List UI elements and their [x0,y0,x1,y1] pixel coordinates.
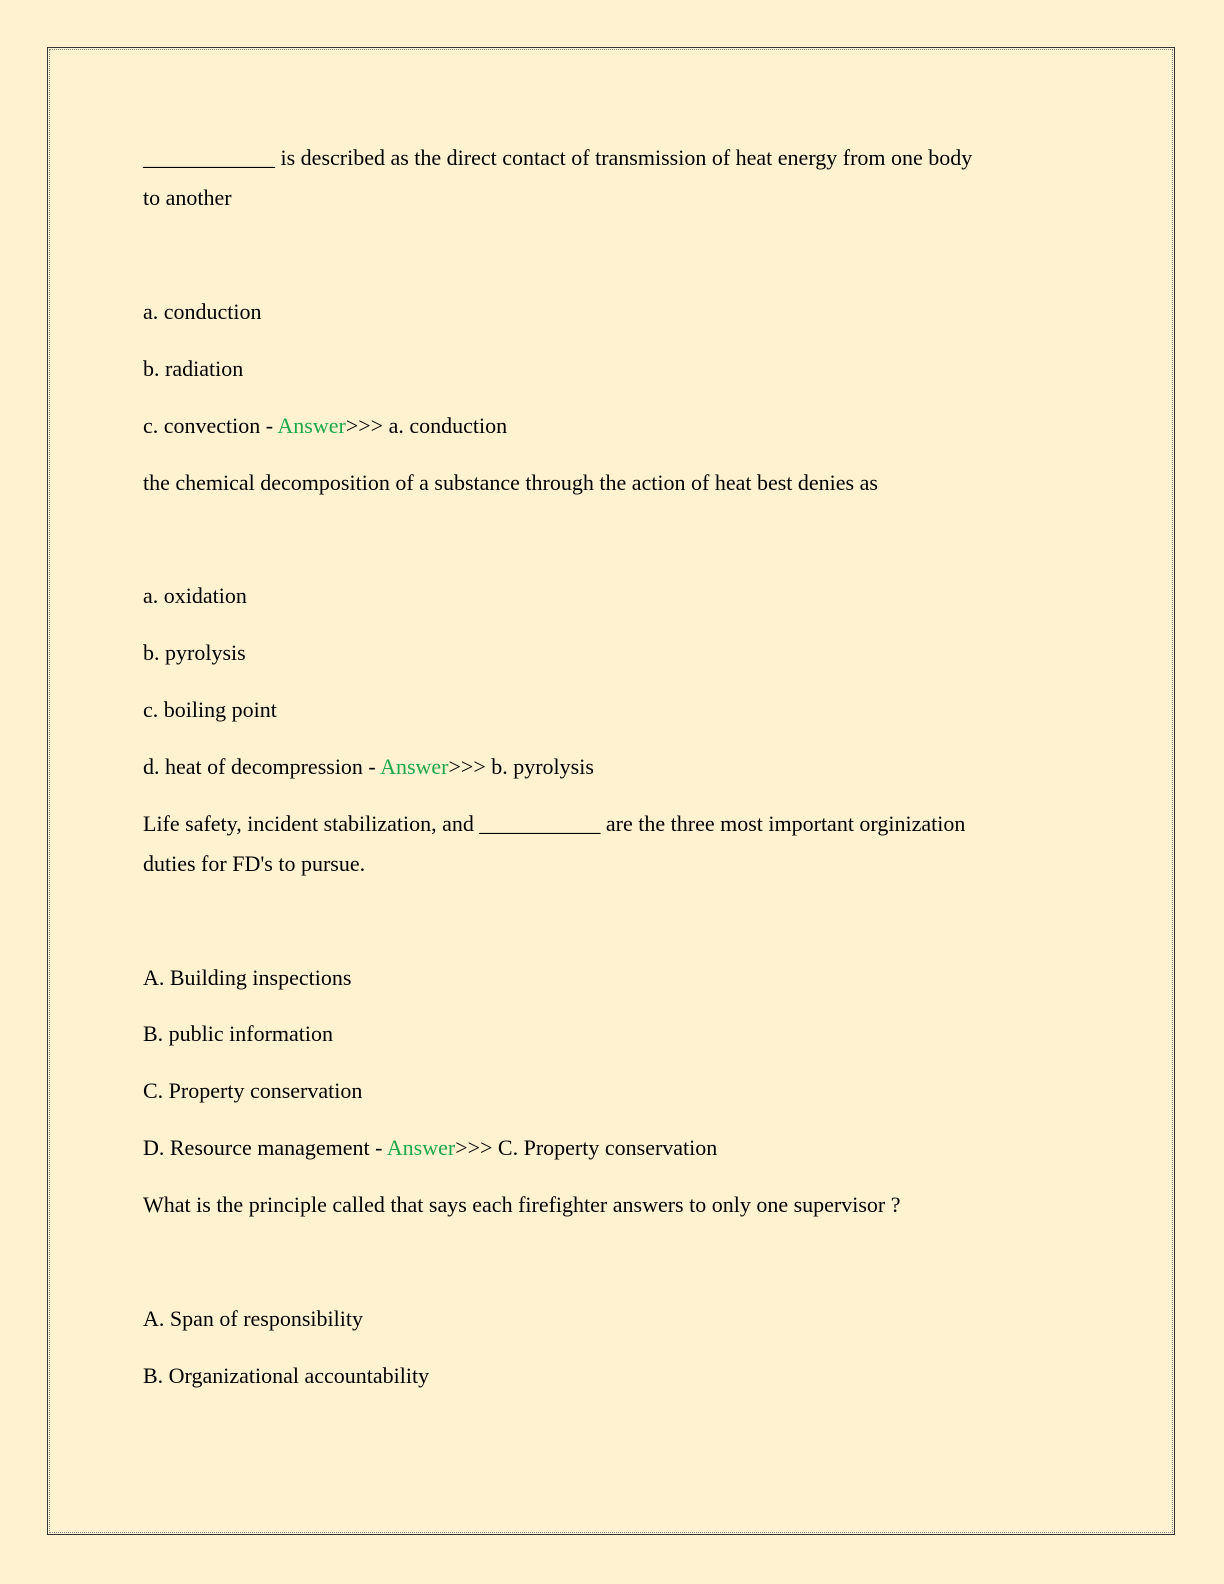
question-3-option-b: B. public information [143,1021,334,1046]
answer-text: >>> b. pyrolysis [448,754,594,779]
answer-label: Answer [386,1135,456,1160]
question-2-option-b: b. pyrolysis [143,640,246,665]
question-1-stem-line-2: to another [143,185,232,210]
question-1-option-c-with-answer [143,413,507,439]
answer-label: Answer [380,754,449,779]
answer-text: >>> C. Property conservation [455,1135,718,1160]
question-1-stem-line-1: ____________ is described as the direct contact of transmission of heat energy from one body [143,145,973,170]
question-4-option-a: A. Span of responsibility [143,1306,363,1331]
option-text: D. Resource management - [143,1135,387,1160]
question-2-option-a: a. oxidation [143,583,247,608]
question-1-option-b: b. radiation [143,356,244,381]
question-1-option-a: a. conduction [143,299,262,324]
question-2-option-d-with-answer [143,754,594,780]
question-4-stem-line-1: What is the principle called that says each firefighter answers to only one supervisor ? [143,1192,901,1217]
option-text: d. heat of decompression - [143,754,381,779]
question-2-option-c: c. boiling point [143,697,277,722]
question-3-option-d-with-answer [143,1135,717,1161]
question-3-option-a: A. Building inspections [143,965,352,990]
answer-label: Answer [277,413,346,438]
question-3-stem-line-2: duties for FD's to pursue. [143,851,366,876]
question-3-stem-line-1: Life safety, incident stabilization, and ___________ are the three most important orginization [143,811,966,836]
question-4-option-b: B. Organizational accountability [143,1363,430,1388]
answer-text: >>> a. conduction [345,413,508,438]
question-3-option-c: C. Property conservation [143,1078,363,1103]
question-2-stem-line-1: the chemical decomposition of a substance through the action of heat best denies as [143,470,878,495]
option-text: c. convection - [143,413,278,438]
